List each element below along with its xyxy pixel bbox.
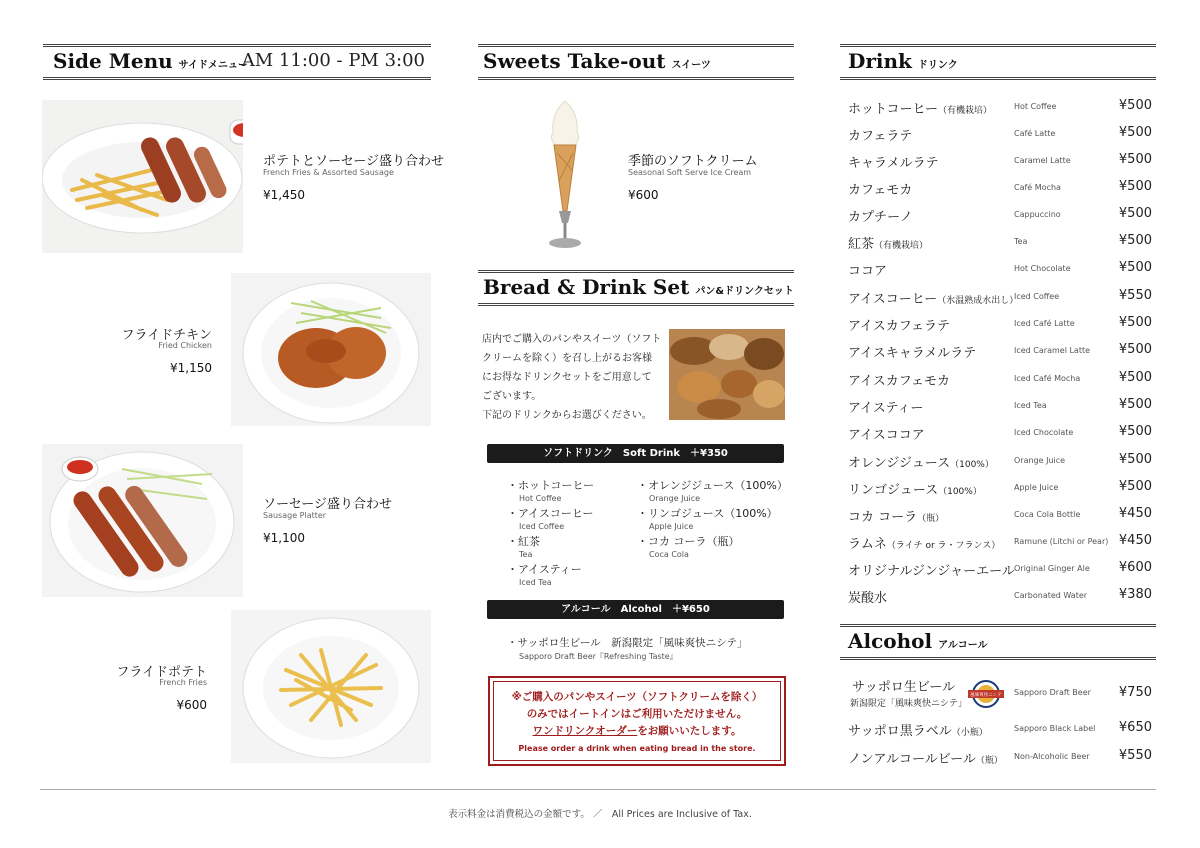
- drink-row: アイスコーヒー（氷温熟成水出し） Iced Coffee ¥550: [848, 288, 1152, 307]
- soft-serve-photo: [535, 93, 595, 256]
- item-price: ¥600: [628, 188, 659, 202]
- item-name-jp: 季節のソフトクリーム: [628, 154, 758, 169]
- item-name-jp: フライドポテト: [116, 665, 207, 680]
- eat-in-notice: [488, 676, 786, 766]
- set-option: ・アイスティー Iced Tea: [507, 563, 582, 587]
- french-fries-photo: [231, 610, 431, 763]
- badge-text: 風味爽快ニシテ: [970, 693, 1002, 698]
- drink-row: ホットコーヒー（有機栽培） Hot Coffee ¥500: [848, 98, 1152, 117]
- drink-row: アイスカフェモカ Iced Café Mocha ¥500: [848, 370, 1152, 389]
- fries-sausage-photo: [42, 100, 243, 253]
- bread-set-intro: 店内でご購入のパンやスイーツ（ソフト クリームを除く）を召し上がるお客様 にお得なドリンクセットをご用意して ございます。 下記のドリンクからお選びください。: [482, 334, 662, 421]
- item-name-jp: ソーセージ盛り合わせ: [263, 497, 392, 512]
- set-option: ・紅茶 Tea: [507, 535, 540, 559]
- drink-row: オリジナルジンジャーエール Original Ginger Ale ¥600: [848, 560, 1152, 579]
- drink-row: 紅茶（有機栽培） Tea ¥500: [848, 233, 1152, 252]
- footer-divider: [40, 789, 1156, 790]
- drink-row: アイスティー Iced Tea ¥500: [848, 397, 1152, 416]
- item-price: ¥1,100: [263, 531, 305, 545]
- drink-row: オレンジジュース（100%） Orange Juice ¥500: [848, 452, 1152, 471]
- set-option: ・サッポロ生ビール 新潟限定「風味爽快ニシテ」 Sapporo Draft Beer『Refreshing Taste』: [507, 637, 748, 661]
- notice-line: ※ご購入のパンやスイーツ（ソフトクリームを除く）: [511, 691, 763, 703]
- bread-photo: [669, 329, 785, 420]
- side-menu-header: [43, 44, 431, 80]
- drink-row: アイスココア Iced Chocolate ¥500: [848, 424, 1152, 443]
- drink-row: コカ コーラ（瓶） Coca Cola Bottle ¥450: [848, 506, 1152, 525]
- drink-row: 炭酸水 Carbonated Water ¥380: [848, 587, 1152, 606]
- side-menu-title: Side Menu サイドメニュー: [53, 49, 248, 73]
- drink-row: ココア Hot Chocolate ¥500: [848, 260, 1152, 279]
- drink-row: カプチーノ Cappuccino ¥500: [848, 206, 1152, 225]
- alcohol-bar: アルコール Alcohol ＋¥650: [487, 600, 784, 619]
- set-option: ・ホットコーヒー Hot Coffee: [507, 479, 595, 503]
- alcohol-row: サッポロ黒ラベル（小瓶） Sapporo Black Label ¥650: [848, 720, 1152, 739]
- sweets-title: Sweets Take-out スイーツ: [483, 49, 711, 73]
- item-name-jp: ポテトとソーセージ盛り合わせ: [263, 154, 444, 169]
- niigata-beer-badge: [966, 680, 1006, 708]
- item-price: ¥600: [176, 698, 207, 712]
- drink-row: ラムネ（ライチ or ラ・フランス） Ramune (Litchi or Pear) ¥450: [848, 533, 1152, 552]
- drink-title: Drink ドリンク: [848, 49, 958, 73]
- set-option: ・オレンジジュース（100%） Orange Juice: [637, 479, 788, 503]
- notice-line: ワンドリンクオーダーをお願いいたします。: [532, 725, 742, 737]
- drink-row: アイスキャラメルラテ Iced Caramel Latte ¥500: [848, 342, 1152, 361]
- item-name-en: Sausage Platter: [263, 511, 327, 520]
- tax-note: 表示料金は消費税込の金額です。 ／ All Prices are Inclusive of Tax.: [448, 809, 752, 820]
- alcohol-row: ノンアルコールビール（瓶） Non-Alcoholic Beer ¥550: [848, 748, 1152, 767]
- side-menu-hours: AM 11:00 - PM 3:00: [241, 50, 425, 71]
- set-option: ・アイスコーヒー Iced Coffee: [507, 507, 594, 531]
- item-price: ¥1,150: [170, 361, 212, 375]
- item-name-en: Fried Chicken: [158, 341, 212, 350]
- drink-row: カフェラテ Café Latte ¥500: [848, 125, 1152, 144]
- notice-english: Please order a drink when eating bread in the store.: [518, 744, 756, 753]
- sweets-header: [478, 44, 794, 80]
- item-price: ¥1,450: [263, 188, 305, 202]
- drink-row: キャラメルラテ Caramel Latte ¥500: [848, 152, 1152, 171]
- alcohol-header: [840, 624, 1156, 660]
- alcohol-row: サッポロ生ビール 新潟限定「風味爽快ニシテ」 Sapporo Draft Beer ¥750: [850, 680, 1152, 709]
- item-name-en: Seasonal Soft Serve Ice Cream: [628, 168, 752, 177]
- drink-header: [840, 44, 1156, 80]
- set-option: ・リンゴジュース（100%） Apple Juice: [637, 507, 778, 531]
- item-name-en: French Fries: [159, 678, 207, 687]
- bread-set-title: Bread & Drink Set パン&ドリンクセット: [483, 275, 794, 299]
- alcohol-title: Alcohol アルコール: [848, 629, 988, 653]
- fried-chicken-photo: [231, 273, 431, 426]
- item-name-jp: フライドチキン: [121, 328, 212, 343]
- sausage-platter-photo: [42, 444, 243, 597]
- set-option: ・コカ コーラ（瓶） Coca Cola: [637, 535, 740, 559]
- notice-line: のみではイートインはご利用いただけません。: [526, 708, 748, 720]
- bread-set-header: [478, 270, 794, 306]
- drink-row: アイスカフェラテ Iced Café Latte ¥500: [848, 315, 1152, 334]
- drink-row: カフェモカ Café Mocha ¥500: [848, 179, 1152, 198]
- soft-drink-bar: ソフトドリンク Soft Drink ＋¥350: [487, 444, 784, 463]
- drink-row: リンゴジュース（100%） Apple Juice ¥500: [848, 479, 1152, 498]
- item-name-en: French Fries & Assorted Sausage: [263, 168, 394, 177]
